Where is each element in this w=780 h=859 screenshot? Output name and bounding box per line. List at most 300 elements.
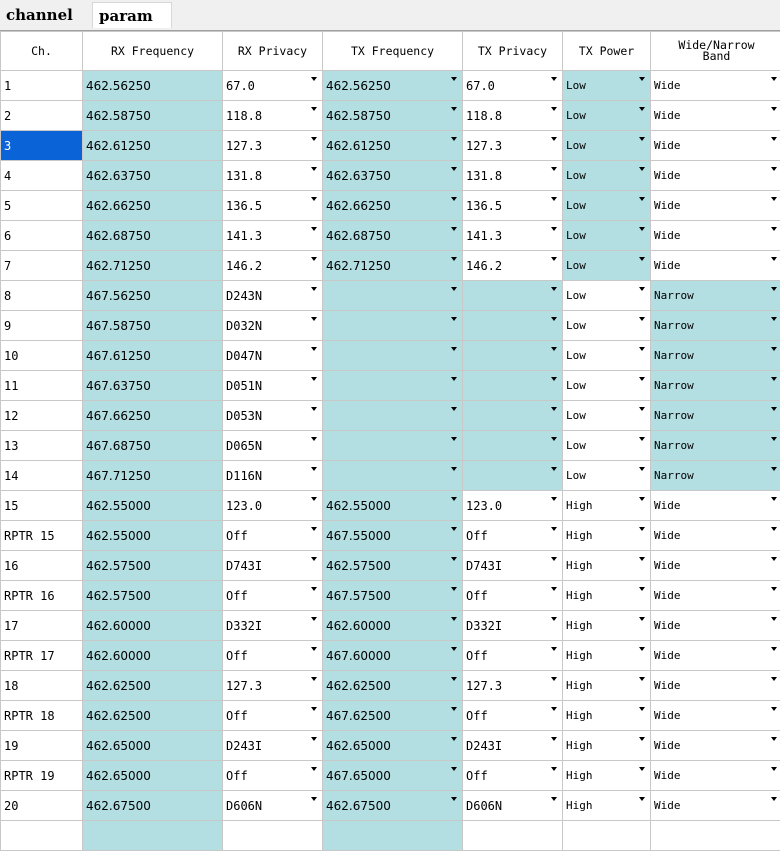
cell-tx-frequency[interactable]: [323, 371, 463, 401]
chevron-down-icon[interactable]: [306, 131, 322, 160]
cell-tx-privacy[interactable]: [463, 551, 563, 581]
header-tx-privacy[interactable]: TX Privacy: [463, 32, 563, 71]
cell-tx-frequency[interactable]: [323, 821, 463, 851]
cell-rx-frequency[interactable]: 467.61250: [83, 341, 223, 371]
chevron-down-icon[interactable]: [766, 611, 780, 640]
cell-bandwidth[interactable]: [651, 641, 780, 671]
cell-tx-power[interactable]: [563, 161, 651, 191]
cell-rx-privacy[interactable]: [223, 341, 323, 371]
chevron-down-icon[interactable]: [306, 701, 322, 730]
cell-rx-frequency[interactable]: 462.67500: [83, 791, 223, 821]
cell-bandwidth[interactable]: [651, 311, 780, 341]
chevron-down-icon[interactable]: [634, 791, 650, 820]
chevron-down-icon[interactable]: [446, 311, 462, 340]
chevron-down-icon[interactable]: [634, 641, 650, 670]
chevron-down-icon[interactable]: [306, 281, 322, 310]
chevron-down-icon[interactable]: [446, 161, 462, 190]
chevron-down-icon[interactable]: [634, 521, 650, 550]
cell-bandwidth[interactable]: [651, 251, 780, 281]
cell-tx-power[interactable]: [563, 251, 651, 281]
chevron-down-icon[interactable]: [766, 491, 780, 520]
chevron-down-icon[interactable]: [546, 791, 562, 820]
cell-bandwidth[interactable]: [651, 491, 780, 521]
cell-tx-power[interactable]: [563, 281, 651, 311]
chevron-down-icon[interactable]: [446, 701, 462, 730]
chevron-down-icon[interactable]: [306, 731, 322, 760]
cell-rx-frequency[interactable]: 462.57500: [83, 581, 223, 611]
cell-tx-power[interactable]: [563, 71, 651, 101]
cell-tx-privacy[interactable]: [463, 611, 563, 641]
cell-channel[interactable]: 3: [1, 131, 83, 161]
cell-channel[interactable]: 6: [1, 221, 83, 251]
chevron-down-icon[interactable]: [546, 191, 562, 220]
chevron-down-icon[interactable]: [306, 431, 322, 460]
chevron-down-icon[interactable]: [446, 731, 462, 760]
cell-tx-frequency[interactable]: [323, 611, 463, 641]
cell-tx-frequency[interactable]: [323, 221, 463, 251]
chevron-down-icon[interactable]: [546, 161, 562, 190]
cell-tx-frequency[interactable]: [323, 791, 463, 821]
cell-bandwidth[interactable]: [651, 131, 780, 161]
cell-channel[interactable]: RPTR 19: [1, 761, 83, 791]
chevron-down-icon[interactable]: [546, 131, 562, 160]
chevron-down-icon[interactable]: [446, 431, 462, 460]
header-tx-frequency[interactable]: TX Frequency: [323, 32, 463, 71]
cell-tx-power[interactable]: [563, 791, 651, 821]
chevron-down-icon[interactable]: [546, 281, 562, 310]
cell-rx-frequency[interactable]: 462.65000: [83, 761, 223, 791]
cell-bandwidth[interactable]: [651, 611, 780, 641]
cell-rx-frequency[interactable]: 462.55000: [83, 521, 223, 551]
chevron-down-icon[interactable]: [546, 521, 562, 550]
cell-tx-privacy[interactable]: [463, 71, 563, 101]
cell-channel[interactable]: RPTR 15: [1, 521, 83, 551]
cell-tx-frequency[interactable]: [323, 731, 463, 761]
cell-rx-frequency[interactable]: 462.61250: [83, 131, 223, 161]
chevron-down-icon[interactable]: [306, 221, 322, 250]
cell-tx-power[interactable]: [563, 461, 651, 491]
chevron-down-icon[interactable]: [546, 371, 562, 400]
chevron-down-icon[interactable]: [766, 461, 780, 490]
tab-channel[interactable]: channel: [0, 2, 92, 28]
cell-tx-power[interactable]: [563, 581, 651, 611]
cell-rx-privacy[interactable]: [223, 251, 323, 281]
chevron-down-icon[interactable]: [766, 701, 780, 730]
cell-rx-frequency[interactable]: 462.58750: [83, 101, 223, 131]
chevron-down-icon[interactable]: [446, 101, 462, 130]
header-ch[interactable]: Ch.: [1, 32, 83, 71]
cell-bandwidth[interactable]: [651, 161, 780, 191]
chevron-down-icon[interactable]: [546, 311, 562, 340]
cell-tx-privacy[interactable]: [463, 161, 563, 191]
chevron-down-icon[interactable]: [766, 431, 780, 460]
cell-rx-privacy[interactable]: [223, 641, 323, 671]
cell-tx-power[interactable]: [563, 821, 651, 851]
chevron-down-icon[interactable]: [766, 761, 780, 790]
cell-bandwidth[interactable]: [651, 581, 780, 611]
cell-rx-privacy[interactable]: [223, 671, 323, 701]
chevron-down-icon[interactable]: [766, 341, 780, 370]
chevron-down-icon[interactable]: [546, 551, 562, 580]
chevron-down-icon[interactable]: [306, 71, 322, 100]
chevron-down-icon[interactable]: [546, 761, 562, 790]
chevron-down-icon[interactable]: [766, 221, 780, 250]
cell-bandwidth[interactable]: [651, 521, 780, 551]
cell-rx-privacy[interactable]: [223, 101, 323, 131]
cell-rx-frequency[interactable]: 462.68750: [83, 221, 223, 251]
cell-rx-privacy[interactable]: [223, 461, 323, 491]
cell-tx-privacy[interactable]: [463, 131, 563, 161]
chevron-down-icon[interactable]: [446, 671, 462, 700]
cell-rx-frequency[interactable]: 467.58750: [83, 311, 223, 341]
chevron-down-icon[interactable]: [634, 671, 650, 700]
cell-tx-frequency[interactable]: [323, 341, 463, 371]
cell-tx-privacy[interactable]: [463, 491, 563, 521]
chevron-down-icon[interactable]: [634, 251, 650, 280]
chevron-down-icon[interactable]: [634, 281, 650, 310]
cell-rx-frequency[interactable]: 462.57500: [83, 551, 223, 581]
chevron-down-icon[interactable]: [546, 611, 562, 640]
chevron-down-icon[interactable]: [634, 221, 650, 250]
cell-rx-privacy[interactable]: [223, 401, 323, 431]
cell-tx-power[interactable]: [563, 701, 651, 731]
cell-tx-privacy[interactable]: [463, 101, 563, 131]
cell-rx-frequency[interactable]: 467.68750: [83, 431, 223, 461]
chevron-down-icon[interactable]: [546, 581, 562, 610]
cell-rx-privacy[interactable]: [223, 521, 323, 551]
cell-rx-privacy[interactable]: [223, 731, 323, 761]
chevron-down-icon[interactable]: [766, 641, 780, 670]
chevron-down-icon[interactable]: [546, 221, 562, 250]
chevron-down-icon[interactable]: [446, 551, 462, 580]
chevron-down-icon[interactable]: [766, 401, 780, 430]
chevron-down-icon[interactable]: [446, 491, 462, 520]
cell-bandwidth[interactable]: [651, 701, 780, 731]
cell-channel[interactable]: 16: [1, 551, 83, 581]
tab-param[interactable]: param: [92, 2, 172, 28]
chevron-down-icon[interactable]: [546, 491, 562, 520]
cell-tx-power[interactable]: [563, 101, 651, 131]
cell-bandwidth[interactable]: [651, 791, 780, 821]
chevron-down-icon[interactable]: [634, 371, 650, 400]
cell-tx-frequency[interactable]: [323, 671, 463, 701]
cell-bandwidth[interactable]: [651, 71, 780, 101]
chevron-down-icon[interactable]: [306, 491, 322, 520]
cell-channel[interactable]: 14: [1, 461, 83, 491]
cell-tx-frequency[interactable]: [323, 281, 463, 311]
chevron-down-icon[interactable]: [306, 461, 322, 490]
cell-rx-privacy[interactable]: [223, 431, 323, 461]
chevron-down-icon[interactable]: [446, 371, 462, 400]
cell-tx-power[interactable]: [563, 551, 651, 581]
cell-bandwidth[interactable]: [651, 821, 780, 851]
cell-tx-privacy[interactable]: [463, 431, 563, 461]
cell-tx-frequency[interactable]: [323, 401, 463, 431]
cell-channel[interactable]: 18: [1, 671, 83, 701]
cell-channel[interactable]: 17: [1, 611, 83, 641]
cell-rx-privacy[interactable]: [223, 701, 323, 731]
chevron-down-icon[interactable]: [306, 611, 322, 640]
cell-tx-power[interactable]: [563, 341, 651, 371]
chevron-down-icon[interactable]: [446, 401, 462, 430]
cell-rx-frequency[interactable]: [83, 821, 223, 851]
cell-bandwidth[interactable]: [651, 221, 780, 251]
cell-bandwidth[interactable]: [651, 341, 780, 371]
chevron-down-icon[interactable]: [546, 431, 562, 460]
cell-bandwidth[interactable]: [651, 401, 780, 431]
cell-tx-power[interactable]: [563, 191, 651, 221]
cell-rx-frequency[interactable]: 462.65000: [83, 731, 223, 761]
chevron-down-icon[interactable]: [546, 461, 562, 490]
chevron-down-icon[interactable]: [306, 191, 322, 220]
cell-channel[interactable]: 10: [1, 341, 83, 371]
cell-tx-privacy[interactable]: [463, 311, 563, 341]
chevron-down-icon[interactable]: [634, 761, 650, 790]
cell-rx-privacy[interactable]: [223, 791, 323, 821]
cell-tx-privacy[interactable]: [463, 671, 563, 701]
cell-channel[interactable]: 2: [1, 101, 83, 131]
chevron-down-icon[interactable]: [634, 611, 650, 640]
cell-tx-privacy[interactable]: [463, 281, 563, 311]
chevron-down-icon[interactable]: [634, 491, 650, 520]
cell-rx-privacy[interactable]: [223, 191, 323, 221]
chevron-down-icon[interactable]: [766, 251, 780, 280]
chevron-down-icon[interactable]: [306, 551, 322, 580]
cell-channel[interactable]: [1, 821, 83, 851]
cell-tx-frequency[interactable]: [323, 581, 463, 611]
cell-rx-frequency[interactable]: 467.66250: [83, 401, 223, 431]
chevron-down-icon[interactable]: [306, 251, 322, 280]
cell-rx-frequency[interactable]: 462.60000: [83, 641, 223, 671]
cell-tx-frequency[interactable]: [323, 461, 463, 491]
chevron-down-icon[interactable]: [446, 251, 462, 280]
chevron-down-icon[interactable]: [766, 161, 780, 190]
cell-tx-frequency[interactable]: [323, 131, 463, 161]
cell-tx-privacy[interactable]: [463, 191, 563, 221]
cell-rx-privacy[interactable]: [223, 491, 323, 521]
chevron-down-icon[interactable]: [306, 641, 322, 670]
chevron-down-icon[interactable]: [766, 731, 780, 760]
chevron-down-icon[interactable]: [446, 461, 462, 490]
chevron-down-icon[interactable]: [546, 701, 562, 730]
cell-tx-privacy[interactable]: [463, 221, 563, 251]
cell-tx-power[interactable]: [563, 611, 651, 641]
cell-rx-frequency[interactable]: 462.56250: [83, 71, 223, 101]
chevron-down-icon[interactable]: [634, 311, 650, 340]
cell-rx-privacy[interactable]: [223, 611, 323, 641]
chevron-down-icon[interactable]: [766, 581, 780, 610]
chevron-down-icon[interactable]: [446, 221, 462, 250]
cell-tx-power[interactable]: [563, 761, 651, 791]
chevron-down-icon[interactable]: [306, 341, 322, 370]
cell-tx-privacy[interactable]: [463, 791, 563, 821]
cell-channel[interactable]: 9: [1, 311, 83, 341]
chevron-down-icon[interactable]: [634, 161, 650, 190]
chevron-down-icon[interactable]: [306, 311, 322, 340]
cell-rx-frequency[interactable]: 462.71250: [83, 251, 223, 281]
cell-channel[interactable]: 4: [1, 161, 83, 191]
cell-channel[interactable]: RPTR 17: [1, 641, 83, 671]
chevron-down-icon[interactable]: [634, 731, 650, 760]
chevron-down-icon[interactable]: [766, 131, 780, 160]
chevron-down-icon[interactable]: [546, 341, 562, 370]
cell-bandwidth[interactable]: [651, 281, 780, 311]
chevron-down-icon[interactable]: [634, 461, 650, 490]
chevron-down-icon[interactable]: [766, 191, 780, 220]
chevron-down-icon[interactable]: [766, 551, 780, 580]
cell-tx-privacy[interactable]: [463, 701, 563, 731]
cell-rx-frequency[interactable]: 467.56250: [83, 281, 223, 311]
chevron-down-icon[interactable]: [766, 281, 780, 310]
cell-rx-frequency[interactable]: 462.62500: [83, 671, 223, 701]
cell-rx-frequency[interactable]: 467.71250: [83, 461, 223, 491]
cell-tx-frequency[interactable]: [323, 431, 463, 461]
chevron-down-icon[interactable]: [634, 551, 650, 580]
cell-rx-privacy[interactable]: [223, 131, 323, 161]
cell-tx-power[interactable]: [563, 221, 651, 251]
cell-channel[interactable]: 7: [1, 251, 83, 281]
chevron-down-icon[interactable]: [546, 251, 562, 280]
cell-channel[interactable]: 19: [1, 731, 83, 761]
cell-tx-privacy[interactable]: [463, 461, 563, 491]
cell-tx-power[interactable]: [563, 131, 651, 161]
cell-bandwidth[interactable]: [651, 371, 780, 401]
cell-tx-power[interactable]: [563, 521, 651, 551]
cell-bandwidth[interactable]: [651, 761, 780, 791]
cell-rx-privacy[interactable]: [223, 551, 323, 581]
cell-tx-privacy[interactable]: [463, 731, 563, 761]
chevron-down-icon[interactable]: [634, 401, 650, 430]
chevron-down-icon[interactable]: [446, 281, 462, 310]
cell-tx-privacy[interactable]: [463, 371, 563, 401]
cell-tx-power[interactable]: [563, 491, 651, 521]
cell-rx-frequency[interactable]: 462.55000: [83, 491, 223, 521]
chevron-down-icon[interactable]: [306, 761, 322, 790]
chevron-down-icon[interactable]: [634, 71, 650, 100]
header-rx-frequency[interactable]: RX Frequency: [83, 32, 223, 71]
chevron-down-icon[interactable]: [766, 791, 780, 820]
chevron-down-icon[interactable]: [446, 71, 462, 100]
cell-bandwidth[interactable]: [651, 101, 780, 131]
cell-tx-power[interactable]: [563, 431, 651, 461]
cell-bandwidth[interactable]: [651, 671, 780, 701]
chevron-down-icon[interactable]: [766, 371, 780, 400]
cell-tx-privacy[interactable]: [463, 341, 563, 371]
cell-tx-power[interactable]: [563, 731, 651, 761]
chevron-down-icon[interactable]: [766, 671, 780, 700]
cell-tx-privacy[interactable]: [463, 581, 563, 611]
chevron-down-icon[interactable]: [766, 71, 780, 100]
cell-tx-frequency[interactable]: [323, 101, 463, 131]
chevron-down-icon[interactable]: [446, 611, 462, 640]
chevron-down-icon[interactable]: [634, 101, 650, 130]
cell-channel[interactable]: 13: [1, 431, 83, 461]
cell-tx-frequency[interactable]: [323, 311, 463, 341]
chevron-down-icon[interactable]: [306, 101, 322, 130]
chevron-down-icon[interactable]: [446, 191, 462, 220]
cell-channel[interactable]: 11: [1, 371, 83, 401]
chevron-down-icon[interactable]: [446, 581, 462, 610]
cell-rx-privacy[interactable]: [223, 161, 323, 191]
cell-bandwidth[interactable]: [651, 191, 780, 221]
chevron-down-icon[interactable]: [446, 131, 462, 160]
chevron-down-icon[interactable]: [546, 101, 562, 130]
cell-rx-privacy[interactable]: [223, 221, 323, 251]
chevron-down-icon[interactable]: [634, 341, 650, 370]
cell-tx-frequency[interactable]: [323, 761, 463, 791]
chevron-down-icon[interactable]: [766, 521, 780, 550]
chevron-down-icon[interactable]: [546, 731, 562, 760]
cell-channel[interactable]: RPTR 18: [1, 701, 83, 731]
cell-tx-privacy[interactable]: [463, 251, 563, 281]
chevron-down-icon[interactable]: [546, 71, 562, 100]
chevron-down-icon[interactable]: [634, 191, 650, 220]
cell-rx-frequency[interactable]: 462.60000: [83, 611, 223, 641]
cell-tx-privacy[interactable]: [463, 641, 563, 671]
chevron-down-icon[interactable]: [306, 371, 322, 400]
cell-channel[interactable]: 12: [1, 401, 83, 431]
cell-rx-privacy[interactable]: [223, 371, 323, 401]
cell-tx-frequency[interactable]: [323, 71, 463, 101]
chevron-down-icon[interactable]: [546, 641, 562, 670]
cell-tx-frequency[interactable]: [323, 191, 463, 221]
cell-rx-privacy[interactable]: [223, 71, 323, 101]
cell-rx-privacy[interactable]: [223, 581, 323, 611]
cell-channel[interactable]: 1: [1, 71, 83, 101]
chevron-down-icon[interactable]: [446, 341, 462, 370]
chevron-down-icon[interactable]: [766, 311, 780, 340]
header-rx-privacy[interactable]: RX Privacy: [223, 32, 323, 71]
cell-tx-power[interactable]: [563, 311, 651, 341]
chevron-down-icon[interactable]: [306, 521, 322, 550]
cell-tx-frequency[interactable]: [323, 641, 463, 671]
chevron-down-icon[interactable]: [546, 671, 562, 700]
cell-tx-frequency[interactable]: [323, 701, 463, 731]
cell-tx-frequency[interactable]: [323, 551, 463, 581]
cell-tx-frequency[interactable]: [323, 491, 463, 521]
cell-rx-privacy[interactable]: [223, 821, 323, 851]
chevron-down-icon[interactable]: [634, 431, 650, 460]
cell-rx-frequency[interactable]: 462.63750: [83, 161, 223, 191]
chevron-down-icon[interactable]: [446, 761, 462, 790]
cell-rx-frequency[interactable]: 467.63750: [83, 371, 223, 401]
cell-channel[interactable]: 20: [1, 791, 83, 821]
cell-channel[interactable]: 15: [1, 491, 83, 521]
chevron-down-icon[interactable]: [766, 101, 780, 130]
cell-tx-frequency[interactable]: [323, 521, 463, 551]
cell-tx-privacy[interactable]: [463, 761, 563, 791]
cell-rx-frequency[interactable]: 462.62500: [83, 701, 223, 731]
chevron-down-icon[interactable]: [446, 641, 462, 670]
cell-rx-privacy[interactable]: [223, 761, 323, 791]
cell-channel[interactable]: 8: [1, 281, 83, 311]
cell-channel[interactable]: RPTR 16: [1, 581, 83, 611]
chevron-down-icon[interactable]: [306, 791, 322, 820]
cell-bandwidth[interactable]: [651, 731, 780, 761]
chevron-down-icon[interactable]: [446, 521, 462, 550]
chevron-down-icon[interactable]: [306, 161, 322, 190]
cell-rx-privacy[interactable]: [223, 311, 323, 341]
cell-tx-power[interactable]: [563, 371, 651, 401]
chevron-down-icon[interactable]: [634, 131, 650, 160]
header-wide-narrow-band[interactable]: [651, 32, 780, 71]
chevron-down-icon[interactable]: [306, 581, 322, 610]
cell-tx-privacy[interactable]: [463, 521, 563, 551]
chevron-down-icon[interactable]: [446, 791, 462, 820]
chevron-down-icon[interactable]: [546, 401, 562, 430]
chevron-down-icon[interactable]: [306, 401, 322, 430]
chevron-down-icon[interactable]: [306, 671, 322, 700]
